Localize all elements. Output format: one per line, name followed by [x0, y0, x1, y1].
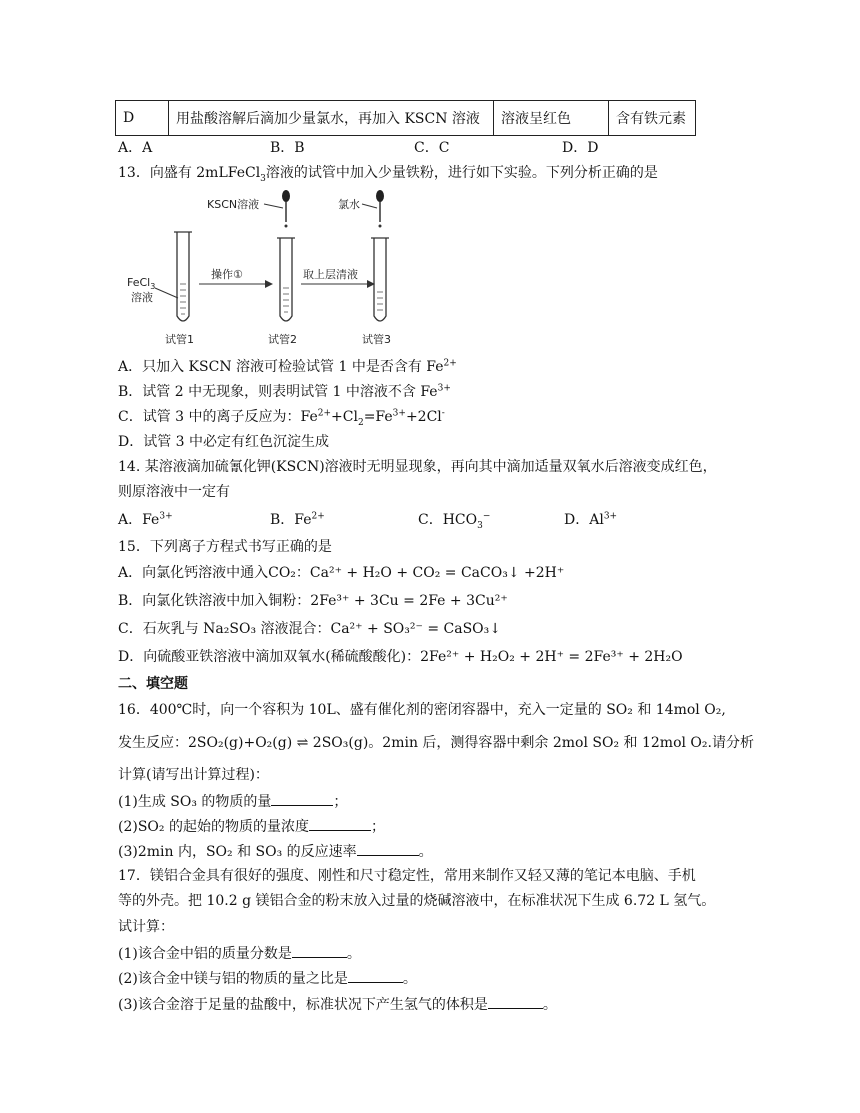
step1-label: 操作①: [211, 268, 243, 281]
q13-figure: [125, 188, 425, 348]
q15-option-d: D．向硫酸亚铁溶液中滴加双氧水(稀硫酸酸化)：2Fe²⁺ + H₂O₂ + 2H⁺ = 2Fe³⁺ + 2H₂O: [118, 649, 683, 665]
q17-part3: (3)该合金溶于足量的盐酸中，标准状况下产生氢气的体积是 。: [118, 994, 557, 1015]
dropper-1-icon: [282, 190, 290, 228]
q16-line2: 发生反应：2SO₂(g)+O₂(g) ⇌ 2SO₃(g)。2min 后，测得容器中剩余 2mol SO₂ 和 12mol O₂.请分析: [118, 735, 754, 751]
chlorine-water-label: 氯水: [338, 198, 360, 211]
q16-part2: (2)SO₂ 的起始的物质的量浓度 ；: [118, 816, 385, 837]
test-tube-3: [371, 238, 389, 321]
q17-line3: 试计算：: [118, 919, 174, 935]
section-heading: 二、填空题: [118, 676, 188, 692]
answer-blank[interactable]: [292, 943, 347, 958]
q14-option-c: C．$HCO_3^-$: [418, 511, 491, 531]
tube3-label: 试管3: [362, 333, 391, 346]
table-cell-option: D: [116, 101, 169, 136]
q14-option-b: B．$Fe^{2+}$: [270, 511, 325, 528]
q13-stem: 13．向盛有 2mLFeCl$_3$溶液的试管中加入少量铁粉，进行如下实验。下列分析正确的是: [118, 165, 658, 184]
q13-option-c: C．试管 3 中的离子反应为：$Fe^{2+}+Cl_2=Fe^{3+}+2Cl^-$: [118, 408, 445, 428]
q17-line1: 17．镁铝合金具有很好的强度、刚性和尺寸稳定性，常用来制作又轻又薄的笔记本电脑、手机: [118, 868, 696, 884]
q15-option-a: A．向氯化钙溶液中通入CO₂：Ca²⁺ + H₂O + CO₂ = CaCO₃↓ +2H⁺: [118, 565, 565, 581]
q15-stem: 15．下列离子方程式书写正确的是: [118, 539, 332, 555]
q17-part1: (1)该合金中铝的质量分数是 。: [118, 943, 361, 964]
q13-option-a: A．只加入 KSCN 溶液可检验试管 1 中是否含有 $Fe^{2+}$: [118, 358, 457, 375]
q14-stem-line1: 14. 某溶液滴加硫氰化钾(KSCN)溶液时无明显现象，再向其中滴加适量双氧水后溶液变成红色，: [118, 459, 717, 475]
tube1-label: 试管1: [165, 333, 194, 346]
q13-option-b: B．试管 2 中无现象，则表明试管 1 中溶液不含 $Fe^{3+}$: [118, 383, 451, 400]
table-cell-conclusion: 含有铁元素: [609, 101, 696, 136]
test-tube-2: [277, 238, 295, 321]
table-cell-phenomenon: 溶液呈红色: [494, 101, 609, 136]
q17-line2: 等的外壳。把 10.2 g 镁铝合金的粉末放入过量的烧碱溶液中，在标准状况下生成 6.72 L 氢气。: [118, 893, 716, 909]
q14-options: [118, 510, 617, 530]
test-tube-1: [174, 232, 192, 321]
solution-label: 溶液: [131, 291, 153, 304]
q15-option-c: C．石灰乳与 Na₂SO₃ 溶液混合：Ca²⁺ + SO₃²⁻ = CaSO₃↓: [118, 621, 501, 637]
answer-table-row: [115, 100, 696, 136]
table-cell-operation: 用盐酸溶解后滴加少量氯水，再加入 KSCN 溶液: [169, 101, 494, 136]
answer-blank[interactable]: [309, 816, 371, 831]
q12-option-a: A．A: [118, 140, 153, 156]
dropper-2-icon: [376, 190, 384, 228]
q14-stem-line2: 则原溶液中一定有: [118, 484, 230, 500]
q16-part1: (1)生成 SO₃ 的物质的量 ；: [118, 791, 347, 812]
fecl3-label: FeCl$_3$: [127, 276, 156, 291]
q12-option-c: C．C: [414, 140, 450, 156]
step2-label: 取上层清液: [303, 268, 358, 281]
kscn-label: KSCN溶液: [207, 198, 260, 211]
q16-line1: 16．400℃时，向一个容积为 10L、盛有催化剂的密闭容器中，充入一定量的 SO₂ 和 14mol O₂,: [118, 702, 726, 718]
q15-option-b: B．向氯化铁溶液中加入铜粉：2Fe³⁺ + 3Cu = 2Fe + 3Cu²⁺: [118, 593, 508, 609]
answer-blank[interactable]: [357, 841, 419, 856]
answer-blank[interactable]: [348, 968, 403, 983]
q16-part3: (3)2min 内，SO₂ 和 SO₃ 的反应速率 。: [118, 841, 433, 862]
q13-option-d: D．试管 3 中必定有红色沉淀生成: [118, 434, 330, 450]
q12-options: [118, 138, 598, 158]
answer-blank[interactable]: [488, 994, 543, 1009]
q16-line3: 计算(请写出计算过程)：: [118, 767, 269, 783]
q14-option-a: A．$Fe^{3+}$: [118, 511, 173, 528]
q14-option-d: D．$Al^{3+}$: [564, 511, 618, 528]
q12-option-b: B．B: [270, 140, 305, 156]
q17-part2: (2)该合金中镁与铝的物质的量之比是 。: [118, 968, 417, 989]
tube2-label: 试管2: [268, 333, 297, 346]
answer-blank[interactable]: [271, 791, 333, 806]
q12-option-d: D．D: [562, 140, 599, 156]
